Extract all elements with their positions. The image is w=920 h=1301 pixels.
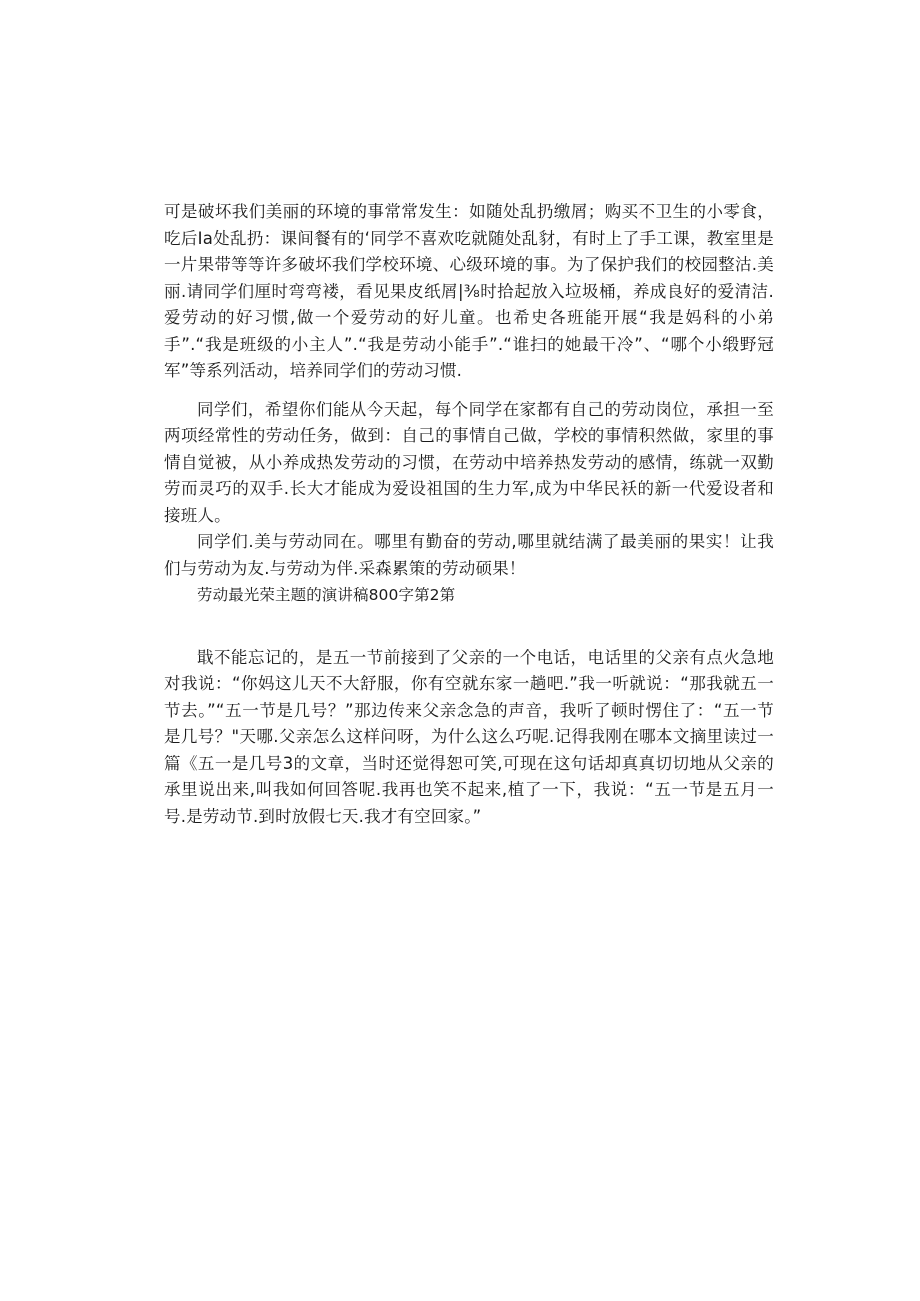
- document-body: [164, 199, 774, 830]
- paragraph-father-call: 戢不能忘记的，是五一节前接到了父亲的一个电话，电话里的父亲有点火急地对我说：“你妈这儿天不大舒服，你有空就东家一趟吧.”我一听就说：“那我就五一节去。”“五一节是几号？”那边传来父亲念急的声音，我听了顿时愣住了：“五一节是几号？"天哪.父亲怎么这样问呀，为什么这么巧呢.记得我刚在哪本文摘里读过一篇《五一是几号3的文章，当时还觉得恕可笑,可现在这句话却真真切切地从父亲的承里说出来,叫我如何回答呢.我再也笑不起来,植了一下，我说：“五一节是五月一号.是劳动节.到时放假七天.我才有空回家。”: [164, 647, 774, 826]
- paragraph-labor-duty: 同学们，希望你们能从今天起，每个同学在家都有自己的劳动岗位，承担一至两项经常性的劳动任务，做到：自己的事情自己做，学校的事情积然做，家里的事情自觉被，从小养成热发劳动的习惯，在劳动中培养热发劳动的感情，练就一双勤劳而灵巧的双手.长大才能成为爱设祖国的生力军,成为中华民袄的新一代爱设者和接班人。: [164, 399, 774, 525]
- paragraph-beauty-labor: 同学们.美与劳动同在。哪里有勤奋的劳动,哪里就结满了最美丽的果实！让我们与劳动为友.与劳动为伴.采森累策的劳动硕果！: [164, 532, 774, 578]
- paragraph-environment: 可是破坏我们美丽的环境的事常常发生：如随处乱扔缴屑；购买不卫生的小零食，吃后Ia处乱扔：课间餐有的‘同学不喜欢吃就随处乱豺，有时上了手工课，教室里是一片果带等等许多破坏我们学校环境、心级环境的事。为了保护我们的校园整沽.美丽.请同学们厘时弯弯褛，看见果皮纸屑|⅜时拾起放入垃圾桶，养成良好的爱清洁.爱劳动的好习惯,做一个爱劳动的好儿童。也希史各班能开展“我是妈科的小弟手”.“我是班级的小主人”.“我是劳动小能手”.“谁扫的她最干冷”、“哪个小缎野冠军”等系列活动，培养同学们的劳动习惯.: [164, 202, 774, 380]
- section-heading: 劳动最光荣主题的演讲稿800字第2第: [197, 586, 456, 604]
